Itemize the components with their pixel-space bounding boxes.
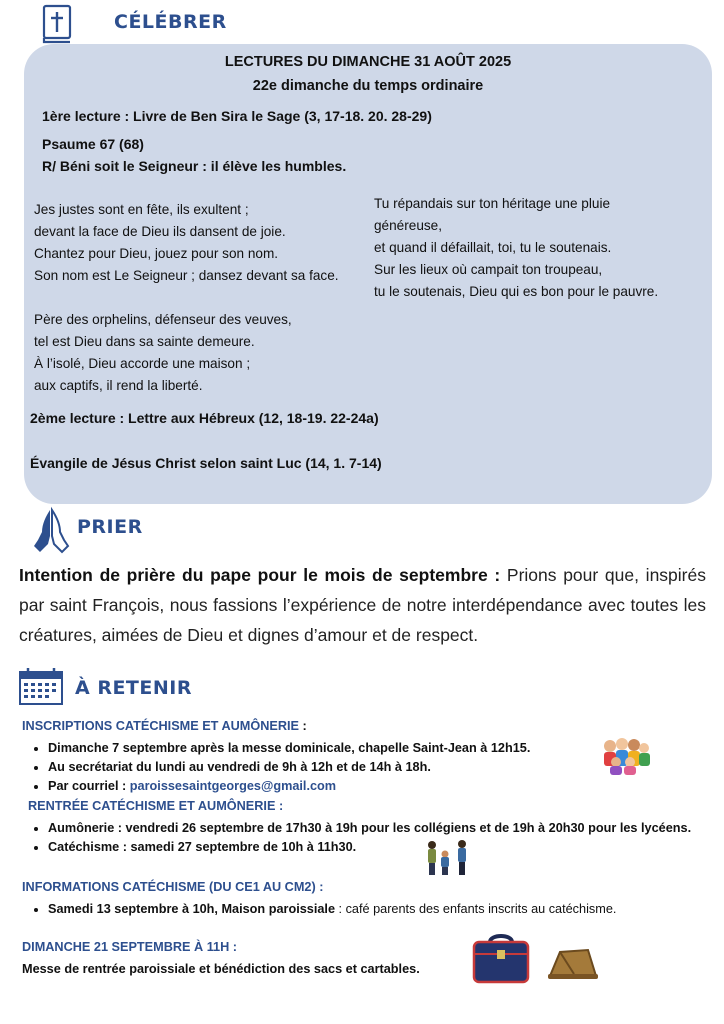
intention-label: Intention de prière du pape pour le mois de septembre : xyxy=(19,565,501,585)
psalm-left-column xyxy=(34,199,374,397)
second-reading: 2ème lecture : Lettre aux Hébreux (12, 18-19. 22-24a) xyxy=(30,410,379,426)
people-group-icon xyxy=(425,838,471,881)
section-title-prier: PRIER xyxy=(77,516,143,538)
psalm-line: aux captifs, il rend la liberté. xyxy=(34,378,203,393)
rentree-heading: RENTRÉE CATÉCHISME ET AUMÔNERIE : xyxy=(28,799,284,813)
list-item: • Par courriel : paroissesaintgeorges@gmail.com xyxy=(48,777,602,796)
psalm-line: Chantez pour Dieu, jouez pour son nom. xyxy=(34,246,279,261)
psalm-line: Jes justes sont en fête, ils exultent ; xyxy=(34,202,249,217)
psalm-line: Son nom est Le Seigneur ; dansez devant sa face. xyxy=(34,268,339,283)
inscriptions-heading: INSCRIPTIONS CATÉCHISME ET AUMÔNERIE : xyxy=(22,719,307,733)
informations-heading: INFORMATIONS CATÉCHISME (DU CE1 AU CM2) : xyxy=(22,880,324,894)
psalm-line: Père des orphelins, défenseur des veuves, xyxy=(34,312,292,327)
psalm-line: tel est Dieu dans sa sainte demeure. xyxy=(34,334,255,349)
psalm-line: et quand il défaillait, toi, tu le soutenais. xyxy=(374,240,612,255)
first-reading: 1ère lecture : Livre de Ben Sira le Sage (3, 17-18. 20. 28-29) xyxy=(42,108,432,124)
schoolbag-icon xyxy=(470,932,532,991)
dimanche-text: Messe de rentrée paroissiale et bénédiction des sacs et cartables. xyxy=(22,962,420,976)
section-title-celebrer: CÉLÉBRER xyxy=(114,11,227,33)
bag-icon xyxy=(544,946,600,987)
rentree-list xyxy=(22,819,718,857)
gospel: Évangile de Jésus Christ selon saint Luc (14, 1. 7-14) xyxy=(30,455,382,471)
informations-list xyxy=(22,900,718,919)
list-item: • Catéchisme : samedi 27 septembre de 10h à 11h30. xyxy=(48,838,718,857)
inscriptions-list xyxy=(22,739,602,796)
psalm-refrain: R/ Béni soit le Seigneur : il élève les humbles. xyxy=(42,158,347,174)
children-group-icon xyxy=(600,734,652,781)
psalm-line: devant la face de Dieu ils dansent de joie. xyxy=(34,224,286,239)
readings-heading: LECTURES DU DIMANCHE 31 AOÛT 2025 xyxy=(224,54,512,70)
list-item: • Au secrétariat du lundi au vendredi de 9h à 12h et de 14h à 18h. xyxy=(48,758,602,777)
list-item: • Samedi 13 septembre à 10h, Maison paroissiale : café parents des enfants inscrits au catéchisme. xyxy=(48,900,718,919)
prayer-intention xyxy=(19,560,706,650)
dimanche-heading: DIMANCHE 21 SEPTEMBRE À 11H : xyxy=(22,940,238,954)
calendar-icon xyxy=(16,666,68,713)
psalm-line: généreuse, xyxy=(374,218,443,233)
intention-text: Prions pour que, inspirés par saint François, nous fassions l’expérience de notre interdépendance avec toutes les créatures, aimées de Dieu et dignes d’amour et de respect. xyxy=(19,565,706,645)
email-link[interactable]: paroissesaintgeorges@gmail.com xyxy=(129,779,337,793)
psalm-right-column xyxy=(374,193,704,303)
psalm-line xyxy=(34,287,374,309)
section-title-retenir: À RETENIR xyxy=(75,677,192,699)
psalm-line: À l’isolé, Dieu accorde une maison ; xyxy=(34,356,251,371)
praying-hands-icon xyxy=(30,506,70,559)
list-item: • Aumônerie : vendredi 26 septembre de 17h30 à 19h pour les collégiens et de 19h à 20h30 pour les lycéens. xyxy=(48,819,718,838)
psalm-line: tu le soutenais, Dieu qui es bon pour le pauvre. xyxy=(374,284,659,299)
psalm-reference: Psaume 67 (68) xyxy=(42,136,144,152)
list-item: • Dimanche 7 septembre après la messe dominicale, chapelle Saint-Jean à 12h15. xyxy=(48,739,602,758)
psalm-line: Sur les lieux où campait ton troupeau, xyxy=(374,262,603,277)
psalm-line: Tu répandais sur ton héritage une pluie xyxy=(374,196,611,211)
bible-cross-icon xyxy=(41,4,73,49)
readings-subheading: 22e dimanche du temps ordinaire xyxy=(252,78,484,94)
readings-box xyxy=(24,44,712,504)
